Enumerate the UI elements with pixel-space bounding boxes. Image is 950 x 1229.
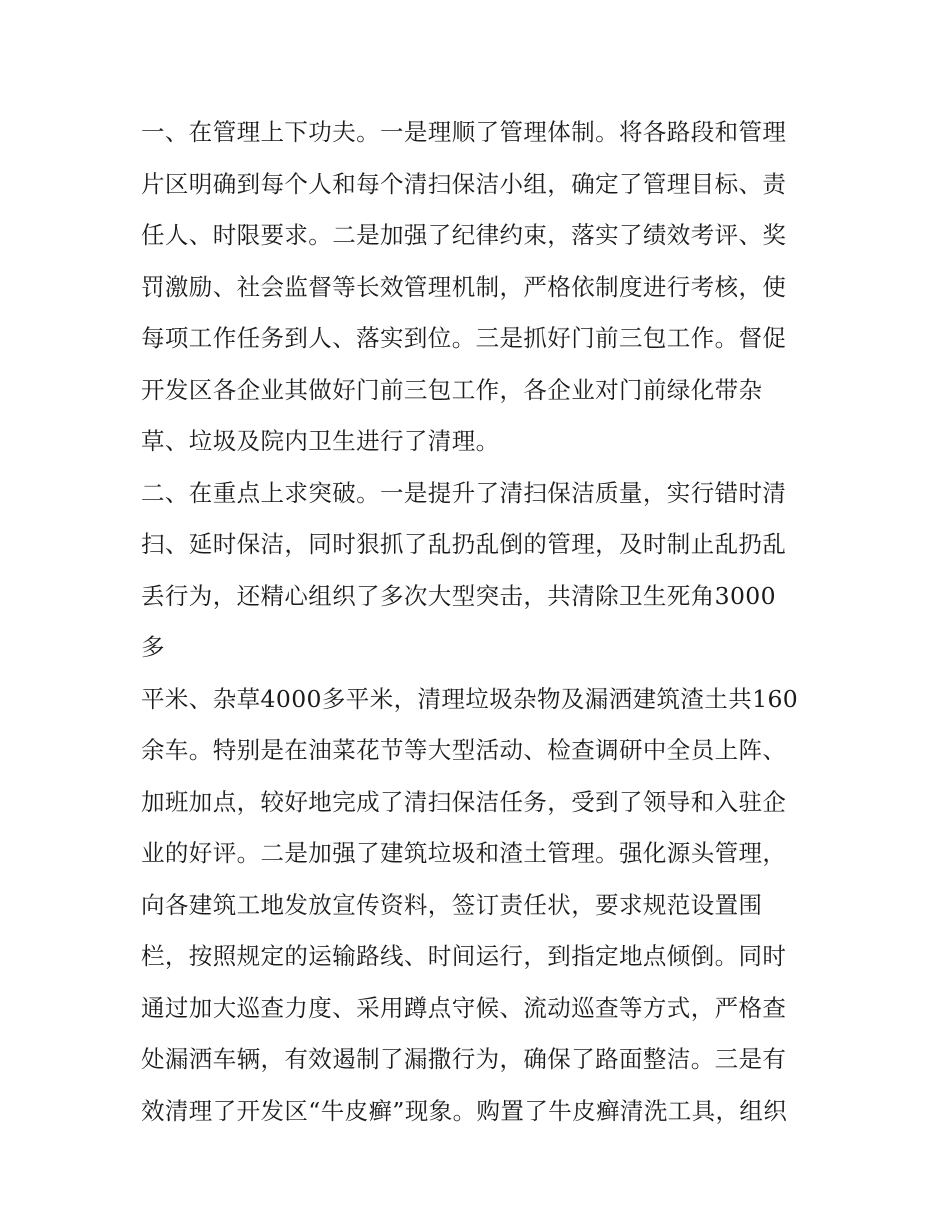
text-line: 每项工作任务到人、落实到位。三是抓好门前三包工作。督促 <box>141 324 787 352</box>
text-line: 加班加点，较好地完成了清扫保洁任务，受到了领导和入驻企 <box>141 787 787 816</box>
text-line: 处漏洒车辆，有效遏制了漏撒行为，确保了路面整洁。三是有 <box>141 1045 787 1073</box>
text-line: 二、在重点上求突破。一是提升了清扫保洁质量，实行错时清 <box>141 478 787 507</box>
text-line: 业的好评。二是加强了建筑垃圾和渣土管理。强化源头管理， <box>141 839 787 867</box>
text-line: 罚激励、社会监督等长效管理机制，严格依制度进行考核，使 <box>141 272 787 301</box>
text-line: 一、在管理上下功夫。一是理顺了管理体制。将各路段和管理 <box>141 118 787 146</box>
text-line: 栏，按照规定的运输路线、时间运行，到指定地点倾倒。同时 <box>141 942 787 970</box>
text-line: 效清理了开发区“牛皮癣”现象。购置了牛皮癣清洗工具，组织 <box>141 1096 788 1125</box>
text-line: 通过加大巡查力度、采用蹲点守候、流动巡查等方式，严格查 <box>141 993 787 1022</box>
text-line: 扫、延时保洁，同时狠抓了乱扔乱倒的管理，及时制止乱扔乱 <box>141 530 787 558</box>
text-line: 片区明确到每个人和每个清扫保洁小组，确定了管理目标、责 <box>141 169 787 198</box>
text-line: 草、垃圾及院内卫生进行了清理。 <box>141 427 500 455</box>
text-line: 平米、杂草4000多平米，清理垃圾杂物及漏洒建筑渣土共160 <box>141 684 799 713</box>
text-line: 向各建筑工地发放宣传资料，签订责任状，要求规范设置围 <box>141 890 763 919</box>
text-line: 任人、时限要求。二是加强了纪律约束，落实了绩效考评、奖 <box>141 221 787 249</box>
text-line: 余车。特别是在油菜花节等大型活动、检查调研中全员上阵、 <box>141 736 787 764</box>
text-line: 多 <box>141 633 165 661</box>
text-line: 丢行为，还精心组织了多次大型突击，共清除卫生死角3000 <box>141 581 777 610</box>
document-body <box>141 107 821 1137</box>
text-line: 开发区各企业其做好门前三包工作，各企业对门前绿化带杂 <box>141 375 763 404</box>
